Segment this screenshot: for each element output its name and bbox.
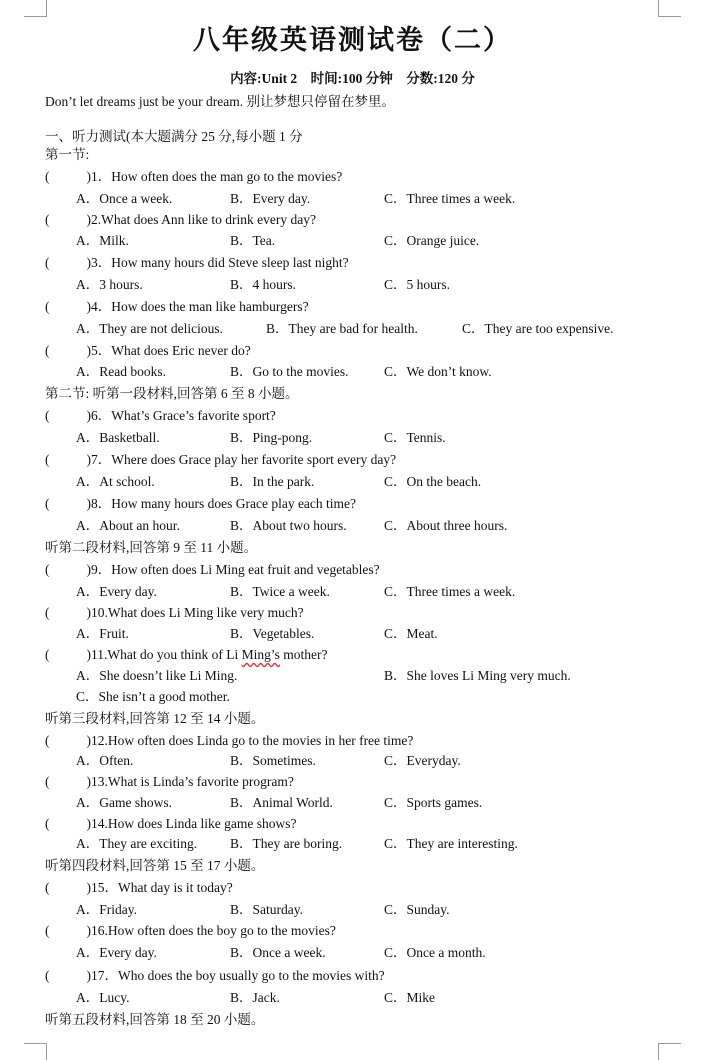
- section-label: [45, 538, 257, 558]
- option-c: C．Sunday.: [384, 902, 450, 917]
- option-a: A．About an hour.: [76, 518, 180, 533]
- question-item: [45, 167, 342, 187]
- option-a: A．They are exciting.: [76, 836, 198, 851]
- option-a: A．Often.: [76, 753, 134, 768]
- option-b: B．They are bad for health.: [266, 321, 418, 336]
- option-a: A．At school.: [76, 474, 155, 489]
- question-text: )15．What day is it today?: [73, 880, 233, 895]
- section-label-text: 听第三段材料,回答第 12 至 14 小题。: [45, 711, 265, 726]
- section-label: [45, 709, 264, 729]
- answer-blank: (: [45, 562, 50, 577]
- question-text: )14.How does Linda like game shows?: [73, 816, 297, 831]
- option-c: C．On the beach.: [384, 474, 482, 489]
- option-c: C．They are too expensive.: [462, 321, 614, 336]
- motto: Don’t let dreams just be your dream. 别让梦想只停留在梦里。: [45, 94, 395, 109]
- option-a: A．Lucy.: [76, 990, 130, 1005]
- question-text: )8．How many hours does Grace play each time?: [73, 496, 357, 511]
- option-b: B．She loves Li Ming very much.: [384, 668, 571, 683]
- question-text: )13.What is Linda’s favorite program?: [73, 774, 294, 789]
- question-item: [45, 645, 327, 665]
- question-text-end: mother?: [279, 647, 328, 662]
- option-b: B．Vegetables.: [230, 626, 315, 641]
- section-label-text: 第一节:: [45, 147, 90, 162]
- answer-blank: (: [45, 968, 50, 983]
- option-c: C．Once a month.: [384, 945, 486, 960]
- question-item: [45, 341, 251, 361]
- question-text: )4．How does the man like hamburgers?: [73, 299, 309, 314]
- answer-blank: (: [45, 733, 50, 748]
- option-b: B．Jack.: [230, 990, 280, 1005]
- option-c: C．Meat.: [384, 626, 438, 641]
- question-text: )1．How often does the man go to the movies?: [73, 169, 343, 184]
- answer-blank: (: [45, 880, 50, 895]
- answer-blank: (: [45, 212, 50, 227]
- option-b: B．About two hours.: [230, 518, 347, 533]
- answer-blank: (: [45, 299, 50, 314]
- option-a: A．Fruit.: [76, 626, 129, 641]
- option-c: C．Orange juice.: [384, 233, 480, 248]
- answer-blank: (: [45, 169, 50, 184]
- corner-mark-top-left: [24, 0, 47, 17]
- answer-blank: (: [45, 496, 50, 511]
- option-b: B．In the park.: [230, 474, 315, 489]
- question-item: [45, 772, 294, 792]
- answer-blank: (: [45, 343, 50, 358]
- question-item: [45, 878, 233, 898]
- answer-blank: (: [45, 816, 50, 831]
- option-c: C．We don’t know.: [384, 364, 492, 379]
- section-label: [45, 145, 89, 165]
- option-a: A．Friday.: [76, 902, 137, 917]
- option-b: B．4 hours.: [230, 277, 297, 292]
- question-item: [45, 297, 309, 317]
- option-c: C．Tennis.: [384, 430, 446, 445]
- option-b: B．Sometimes.: [230, 753, 316, 768]
- section-heading: 一、听力测试(本大题满分 25 分,每小题 1 分: [45, 129, 303, 144]
- option-a: A．Game shows.: [76, 795, 172, 810]
- option-a: A．Basketball.: [76, 430, 160, 445]
- section-label: [45, 384, 299, 404]
- option-c: C．Everyday.: [384, 753, 461, 768]
- option-c: C．Sports games.: [384, 795, 483, 810]
- page-title: 八年级英语测试卷（二）: [193, 25, 512, 56]
- section-label: [45, 1010, 264, 1030]
- corner-mark-top-right: [658, 0, 681, 17]
- exam-info: 内容:Unit 2 时间:100 分钟 分数:120 分: [230, 71, 475, 86]
- question-item: [45, 921, 336, 941]
- option-c: C．She isn’t a good mother.: [76, 689, 230, 704]
- option-b: B．Saturday.: [230, 902, 303, 917]
- question-item: [45, 450, 396, 470]
- question-text: )11.What do you think of Li: [73, 647, 242, 662]
- option-b: B．Twice a week.: [230, 584, 330, 599]
- option-a: A．Every day.: [76, 945, 157, 960]
- option-c: C．Three times a week.: [384, 191, 516, 206]
- question-text: )10.What does Li Ming like very much?: [73, 605, 304, 620]
- section-label: [45, 856, 264, 876]
- corner-mark-bottom-left: [24, 1043, 47, 1060]
- option-b: B．Animal World.: [230, 795, 333, 810]
- answer-blank: (: [45, 647, 50, 662]
- answer-blank: (: [45, 774, 50, 789]
- question-text: )5．What does Eric never do?: [73, 343, 251, 358]
- option-b: B．Tea.: [230, 233, 276, 248]
- option-a: A．They are not delicious.: [76, 321, 223, 336]
- option-b: B．Once a week.: [230, 945, 326, 960]
- section-label-text: 第二节: 听第一段材料,回答第 6 至 8 小题。: [45, 386, 299, 401]
- option-b: B．Every day.: [230, 191, 311, 206]
- option-c: C．Three times a week.: [384, 584, 516, 599]
- answer-blank: (: [45, 605, 50, 620]
- option-a: A．3 hours.: [76, 277, 143, 292]
- question-text: )9．How often does Li Ming eat fruit and vegetables?: [73, 562, 380, 577]
- question-item: [45, 560, 380, 580]
- question-text: )7．Where does Grace play her favorite sport every day?: [73, 452, 397, 467]
- answer-blank: (: [45, 255, 50, 270]
- option-a: A．Read books.: [76, 364, 166, 379]
- section-label-text: 听第二段材料,回答第 9 至 11 小题。: [45, 540, 258, 555]
- question-item: [45, 731, 413, 751]
- question-text: )3．How many hours did Steve sleep last night?: [73, 255, 349, 270]
- question-item: [45, 814, 296, 834]
- option-c: C．Mike: [384, 990, 436, 1005]
- option-c: C．About three hours.: [384, 518, 508, 533]
- question-text: )2.What does Ann like to drink every day?: [73, 212, 316, 227]
- option-c: C．5 hours.: [384, 277, 451, 292]
- corner-mark-bottom-right: [658, 1043, 681, 1060]
- option-a: A．She doesn’t like Li Ming.: [76, 668, 238, 683]
- section-label-text: 听第五段材料,回答第 18 至 20 小题。: [45, 1012, 265, 1027]
- option-c: C．They are interesting.: [384, 836, 518, 851]
- option-a: A．Every day.: [76, 584, 157, 599]
- option-b: B．Ping-pong.: [230, 430, 313, 445]
- question-text: )17．Who does the boy usually go to the movies with?: [73, 968, 385, 983]
- question-item: [45, 210, 316, 230]
- question-item: [45, 406, 276, 426]
- option-b: B．They are boring.: [230, 836, 343, 851]
- question-text: )16.How often does the boy go to the movies?: [73, 923, 336, 938]
- section-label-text: 听第四段材料,回答第 15 至 17 小题。: [45, 858, 265, 873]
- question-item: [45, 253, 349, 273]
- question-text: )12.How often does Linda go to the movies in her free time?: [73, 733, 414, 748]
- answer-blank: (: [45, 923, 50, 938]
- answer-blank: (: [45, 452, 50, 467]
- answer-blank: (: [45, 408, 50, 423]
- question-text: )6．What’s Grace’s favorite sport?: [73, 408, 276, 423]
- spellcheck-word: Ming’s: [241, 647, 280, 662]
- question-item: [45, 494, 356, 514]
- question-item: [45, 966, 385, 986]
- option-a: A．Milk.: [76, 233, 129, 248]
- option-a: A．Once a week.: [76, 191, 173, 206]
- question-item: [45, 603, 304, 623]
- option-b: B．Go to the movies.: [230, 364, 349, 379]
